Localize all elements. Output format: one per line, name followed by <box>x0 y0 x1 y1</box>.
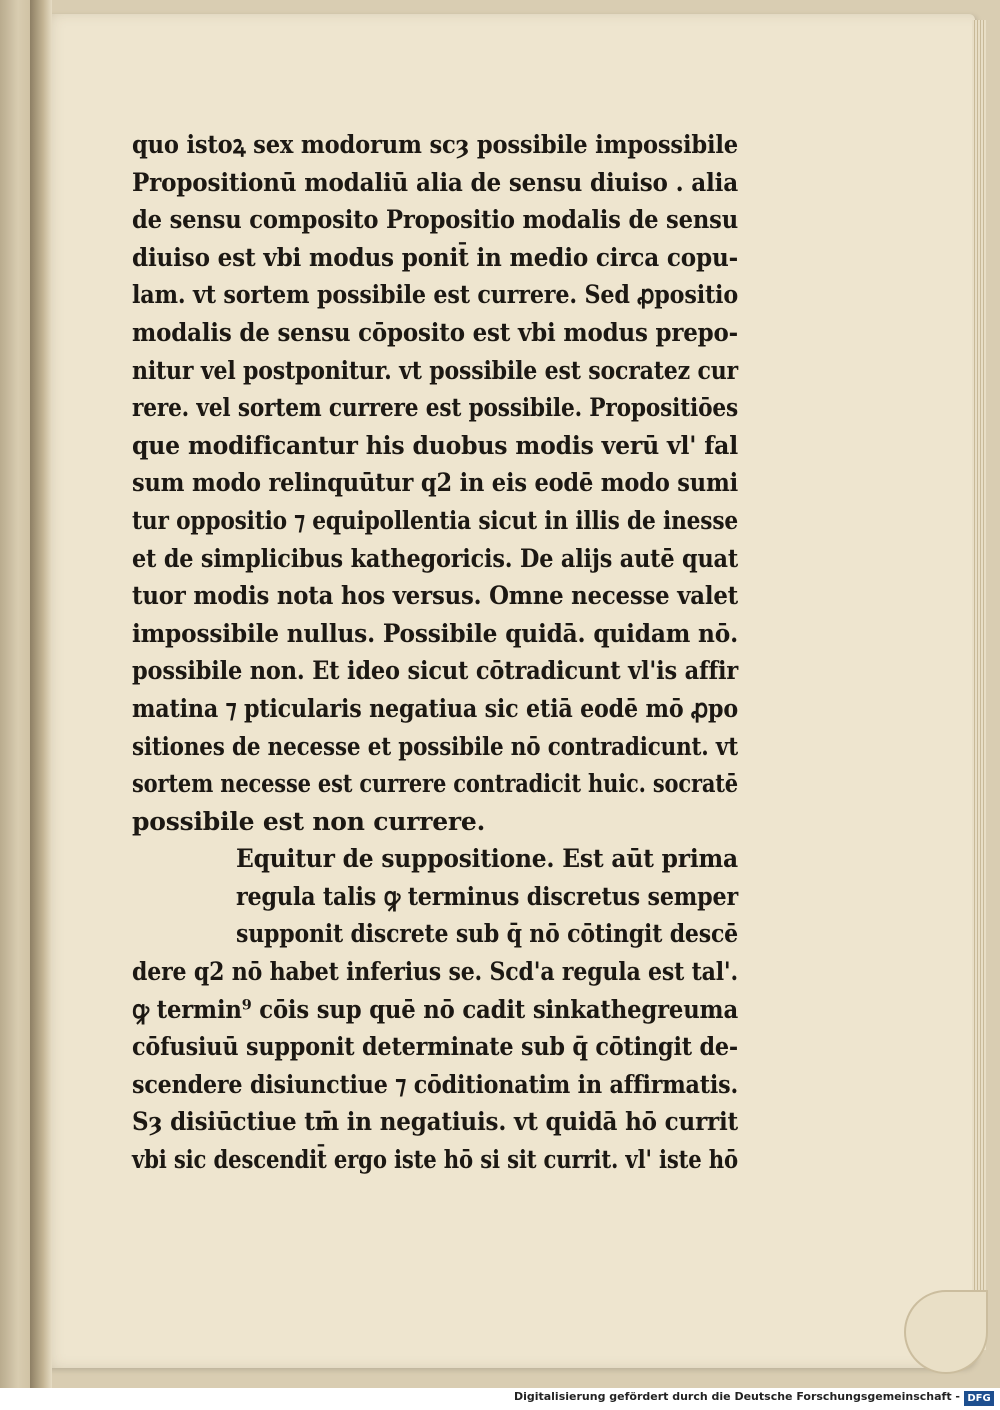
text-line: sortem necesse est currere contradicit huic. socratē <box>132 769 738 799</box>
text-line: de sensu composito Propositio modalis de sensu <box>132 205 738 235</box>
text-line: matina ⁊ pticularis negatiua sic etiā eodē mō ꝓpo <box>132 693 738 723</box>
text-line: possibile non. Et ideo sicut cōtradicunt vl'is affir <box>132 656 738 686</box>
dfg-logo: DFG <box>964 1391 994 1406</box>
section-line: scendere disiunctiue ⁊ cōditionatim in affirmatis. <box>132 1069 738 1099</box>
footer-bar <box>0 1388 1000 1410</box>
text-line: sum modo relinquūtur q2 in eis eodē modo sumi <box>132 468 738 498</box>
section-line: cōfusiuū supponit determinate sub q̄ cōtingit de- <box>132 1032 738 1062</box>
text-line: tur oppositio ⁊ equipollentia sicut in illis de inesse <box>132 505 738 535</box>
book-gutter <box>30 0 52 1388</box>
section-line: Sȝ disiūctiue tm̄ in negatiuis. vt quidā hō currit <box>132 1107 738 1137</box>
text-line: diuiso est vbi modus ponit̄ in medio circa copu- <box>132 242 738 272</box>
section-line: regula talis ꝙ terminus discretus semper <box>236 881 738 911</box>
text-line: modalis de sensu cōposito est vbi modus prepo- <box>132 317 738 347</box>
text-line: impossibile nullus. Possibile quidā. quidam nō. <box>132 618 738 648</box>
text-line: tuor modis nota hos versus. Omne necesse valet <box>132 581 738 611</box>
section-line: Equitur de suppositione. Est aūt prima <box>236 844 738 874</box>
text-line: possibile est non currere. <box>132 806 486 836</box>
section-line: vbi sic descendit̄ ergo iste hō si sit currit. vl' iste hō <box>132 1145 738 1175</box>
text-line: nitur vel postponitur. vt possibile est socratez cur <box>132 355 738 385</box>
text-line: lam. vt sortem possibile est currere. Sed ꝓpositio <box>132 280 738 310</box>
text-line: rere. vel sortem currere est possibile. Propositiōes <box>132 393 738 423</box>
text-line: et de simplicibus kathegoricis. De alijs autē quat <box>132 543 738 573</box>
page-edges <box>972 20 986 1350</box>
text-line: quo istoꝝ sex modorum scȝ possibile impossibile <box>132 130 738 159</box>
text-block <box>132 126 738 1179</box>
text-line: Propositionū modaliū alia de sensu diuiso . alia <box>132 167 738 197</box>
section-line: supponit discrete sub q̄ nō cōtingit descē <box>236 919 738 949</box>
section-line: dere q2 nō habet inferius se. Scd'a regula est tal'. <box>132 957 738 987</box>
text-line: que modificantur his duobus modis verū vl' fal <box>132 430 738 460</box>
section-line: ꝙ termin⁹ cōis sup quē nō cadit sinkathegreuma <box>132 994 738 1024</box>
text-line: sitiones de necesse et possibile nō contradicunt. vt <box>132 731 738 761</box>
page-corner-curl <box>904 1290 988 1374</box>
funding-credit: Digitalisierung gefördert durch die Deutsche Forschungsgemeinschaft - <box>513 1390 960 1403</box>
